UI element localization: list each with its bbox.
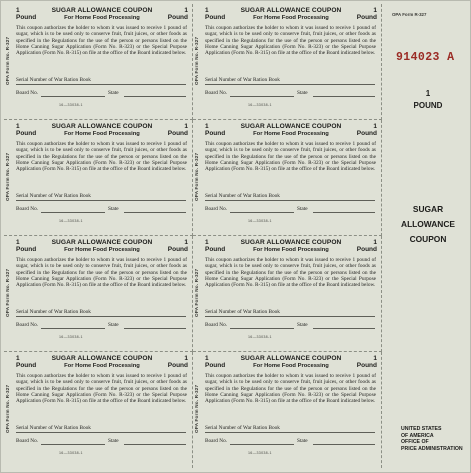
coupon-quantity-left: 1 (205, 239, 209, 246)
sugar-coupon (193, 236, 382, 352)
coupon-unit-left: Pound (16, 14, 37, 21)
stub-title-line-2: ALLOWANCE (401, 219, 455, 229)
board-label: Board No. (205, 438, 228, 444)
coupon-serial-field: Serial Number of War Ration Book (205, 425, 375, 433)
coupon-subtitle: For Home Food Processing (64, 246, 140, 253)
coupon-quantity-left: 1 (16, 123, 20, 130)
coupon-quantity-right: 1 (373, 123, 377, 130)
coupon-subtitle: For Home Food Processing (253, 130, 329, 137)
coupon-subtitle: For Home Food Processing (64, 362, 140, 369)
coupon-serial-field: Serial Number of War Ration Book (16, 193, 186, 201)
coupon-unit-right: Pound (356, 14, 377, 21)
board-line (41, 328, 105, 329)
coupon-board-field (205, 206, 375, 214)
coupon-quantity-left: 1 (205, 123, 209, 130)
coupon-serial-field: Serial Number of War Ration Book (16, 309, 186, 317)
sugar-coupon (4, 236, 193, 352)
stub-quantity: 1 (425, 89, 431, 98)
coupon-board-field (16, 322, 186, 330)
coupon-board-field (205, 322, 375, 330)
coupon-unit-right: Pound (167, 246, 188, 253)
coupon-serial-field: Serial Number of War Ration Book (16, 77, 186, 85)
coupon-title: SUGAR ALLOWANCE COUPON (51, 7, 153, 14)
coupon-form-number: OPA Form No. R-327 (194, 36, 199, 86)
coupon-subtitle: For Home Food Processing (253, 14, 329, 21)
coupon-print-code: 16—33038-1 (59, 219, 83, 223)
coupon-header (205, 355, 377, 371)
coupon-serial-field: Serial Number of War Ration Book (205, 77, 375, 85)
coupon-unit-right: Pound (167, 14, 188, 21)
coupon-subtitle: For Home Food Processing (253, 362, 329, 369)
coupon-unit-left: Pound (16, 130, 37, 137)
coupon-unit-right: Pound (356, 362, 377, 369)
coupon-unit-right: Pound (167, 362, 188, 369)
coupon-quantity-left: 1 (205, 355, 209, 362)
coupon-quantity-right: 1 (184, 355, 188, 362)
coupon-unit-left: Pound (205, 362, 226, 369)
sugar-coupon (193, 4, 382, 120)
board-line (230, 444, 294, 445)
coupon-form-number: OPA Form No. R-327 (5, 268, 10, 318)
board-label: Board No. (16, 322, 39, 328)
coupon-unit-left: Pound (16, 362, 37, 369)
sugar-coupon (4, 4, 193, 120)
state-line (124, 96, 186, 97)
stub-unit: POUND (413, 101, 443, 110)
board-line (230, 212, 294, 213)
coupon-body-text: This coupon authorizes the holder to whom it was issued to receive 1 pound of sugar, which is to be used only to conserve fruit, fruit juices, or other foods as specified in the Regulations for the use of the person or persons listed on the Home Canning Sugar Application (Form No. R-323) or the Special Purpose Application (Form No. R-315) on file at the office of the Board indicated below. (16, 141, 187, 173)
sugar-coupon (4, 352, 193, 468)
state-line (313, 328, 375, 329)
coupon-subtitle: For Home Food Processing (253, 246, 329, 253)
coupon-header (205, 7, 377, 23)
stub-issuer-line-4: PRICE ADMINISTRATION (401, 445, 463, 452)
state-line (124, 328, 186, 329)
coupon-quantity-right: 1 (184, 239, 188, 246)
coupon-subtitle: For Home Food Processing (64, 130, 140, 137)
coupon-serial-field: Serial Number of War Ration Book (205, 193, 375, 201)
coupon-unit-left: Pound (205, 14, 226, 21)
stub-title-line-1: SUGAR (412, 204, 444, 214)
coupon-form-number: OPA Form No. R-327 (5, 36, 10, 86)
coupon-grid (4, 4, 382, 468)
stub-serial-number: 914023 A (396, 51, 455, 64)
stub-issuer-line-1: UNITED STATES (401, 426, 442, 432)
coupon-board-field (16, 90, 186, 98)
coupon-header (16, 7, 188, 23)
coupon-print-code: 16—33038-1 (248, 219, 272, 223)
coupon-title: SUGAR ALLOWANCE COUPON (51, 355, 153, 362)
coupon-form-number: OPA Form No. R-327 (5, 384, 10, 434)
coupon-header (16, 239, 188, 255)
coupon-quantity-left: 1 (16, 355, 20, 362)
coupon-quantity-right: 1 (373, 355, 377, 362)
coupon-form-number: OPA Form No. R-327 (5, 152, 10, 202)
coupon-body-text: This coupon authorizes the holder to whom it was issued to receive 1 pound of sugar, which is to be used only to conserve fruit, fruit juices, or other foods as specified in the Regulations for the use of the person or persons listed on the Home Canning Sugar Application (Form No. R-323) or the Special Purpose Application (Form No. R-315) on file at the office of the Board indicated below. (205, 257, 376, 289)
board-line (230, 328, 294, 329)
coupon-unit-right: Pound (356, 130, 377, 137)
coupon-board-field (16, 438, 186, 446)
coupon-form-number: OPA Form No. R-327 (194, 152, 199, 202)
board-label: Board No. (205, 90, 228, 96)
state-label: State (108, 438, 119, 444)
coupon-board-field (205, 90, 375, 98)
coupon-quantity-left: 1 (16, 7, 20, 14)
coupon-body-text: This coupon authorizes the holder to whom it was issued to receive 1 pound of sugar, which is to be used only to conserve fruit, fruit juices, or other foods as specified in the Regulations for the use of the person or persons listed on the Home Canning Sugar Application (Form No. R-323) or the Special Purpose Application (Form No. R-315) on file at the office of the Board indicated below. (16, 257, 187, 289)
coupon-unit-right: Pound (167, 130, 188, 137)
coupon-print-code: 16—33038-1 (248, 103, 272, 107)
state-label: State (108, 90, 119, 96)
coupon-serial-field: Serial Number of War Ration Book (205, 309, 375, 317)
sheet-stub (386, 1, 470, 472)
coupon-header (205, 123, 377, 139)
state-label: State (297, 322, 308, 328)
coupon-header (205, 239, 377, 255)
coupon-print-code: 16—33038-1 (59, 335, 83, 339)
coupon-serial-field: Serial Number of War Ration Book (16, 425, 186, 433)
coupon-board-field (16, 206, 186, 214)
state-line (313, 444, 375, 445)
state-line (124, 444, 186, 445)
coupon-title: SUGAR ALLOWANCE COUPON (51, 123, 153, 130)
board-line (41, 444, 105, 445)
coupon-quantity-right: 1 (184, 123, 188, 130)
coupon-title: SUGAR ALLOWANCE COUPON (240, 7, 342, 14)
coupon-quantity-right: 1 (373, 239, 377, 246)
coupon-subtitle: For Home Food Processing (64, 14, 140, 21)
state-line (313, 96, 375, 97)
coupon-body-text: This coupon authorizes the holder to whom it was issued to receive 1 pound of sugar, which is to be used only to conserve fruit, fruit juices, or other foods as specified in the Regulations for the use of the person or persons listed on the Home Canning Sugar Application (Form No. R-323) or the Special Purpose Application (Form No. R-315) on file at the office of the Board indicated below. (205, 373, 376, 405)
coupon-quantity-left: 1 (205, 7, 209, 14)
board-line (41, 96, 105, 97)
coupon-header (16, 123, 188, 139)
board-label: Board No. (205, 206, 228, 212)
coupon-form-number: OPA Form No. R-327 (194, 384, 199, 434)
coupon-title: SUGAR ALLOWANCE COUPON (51, 239, 153, 246)
coupon-body-text: This coupon authorizes the holder to whom it was issued to receive 1 pound of sugar, which is to be used only to conserve fruit, fruit juices, or other foods as specified in the Regulations for the use of the person or persons listed on the Home Canning Sugar Application (Form No. R-323) or the Special Purpose Application (Form No. R-315) on file at the office of the Board indicated below. (205, 141, 376, 173)
coupon-print-code: 16—33038-1 (248, 335, 272, 339)
state-label: State (108, 322, 119, 328)
state-line (124, 212, 186, 213)
coupon-body-text: This coupon authorizes the holder to whom it was issued to receive 1 pound of sugar, which is to be used only to conserve fruit, fruit juices, or other foods as specified in the Regulations for the use of the person or persons listed on the Home Canning Sugar Application (Form No. R-323) or the Special Purpose Application (Form No. R-315) on file at the office of the Board indicated below. (16, 373, 187, 405)
state-label: State (297, 438, 308, 444)
coupon-print-code: 16—33038-1 (59, 451, 83, 455)
coupon-quantity-left: 1 (16, 239, 20, 246)
stub-title-line-3: COUPON (409, 234, 447, 244)
board-line (41, 212, 105, 213)
stub-form-number: OPA Form R-327 (392, 12, 427, 17)
coupon-title: SUGAR ALLOWANCE COUPON (240, 355, 342, 362)
coupon-print-code: 16—33038-1 (59, 103, 83, 107)
sugar-coupon (193, 120, 382, 236)
coupon-header (16, 355, 188, 371)
board-label: Board No. (16, 206, 39, 212)
coupon-title: SUGAR ALLOWANCE COUPON (240, 123, 342, 130)
state-label: State (108, 206, 119, 212)
coupon-unit-left: Pound (205, 130, 226, 137)
coupon-quantity-right: 1 (373, 7, 377, 14)
board-label: Board No. (205, 322, 228, 328)
coupon-title: SUGAR ALLOWANCE COUPON (240, 239, 342, 246)
coupon-unit-left: Pound (205, 246, 226, 253)
state-label: State (297, 206, 308, 212)
board-label: Board No. (16, 90, 39, 96)
board-label: Board No. (16, 438, 39, 444)
state-line (313, 212, 375, 213)
coupon-unit-left: Pound (16, 246, 37, 253)
state-label: State (297, 90, 308, 96)
coupon-quantity-right: 1 (184, 7, 188, 14)
stub-issuer-line-3: OFFICE OF (401, 439, 429, 445)
coupon-board-field (205, 438, 375, 446)
coupon-print-code: 16—33038-1 (248, 451, 272, 455)
coupon-body-text: This coupon authorizes the holder to whom it was issued to receive 1 pound of sugar, which is to be used only to conserve fruit, fruit juices, or other foods as specified in the Regulations for the use of the person or persons listed on the Home Canning Sugar Application (Form No. R-323) or the Special Purpose Application (Form No. R-315) on file at the office of the Board indicated below. (16, 25, 187, 57)
stub-issuer-line-2: OF AMERICA (401, 432, 434, 439)
coupon-unit-right: Pound (356, 246, 377, 253)
sugar-coupon (193, 352, 382, 468)
coupon-body-text: This coupon authorizes the holder to whom it was issued to receive 1 pound of sugar, which is to be used only to conserve fruit, fruit juices, or other foods as specified in the Regulations for the use of the person or persons listed on the Home Canning Sugar Application (Form No. R-323) or the Special Purpose Application (Form No. R-315) on file at the office of the Board indicated below. (205, 25, 376, 57)
sugar-coupon (4, 120, 193, 236)
board-line (230, 96, 294, 97)
coupon-form-number: OPA Form No. R-327 (194, 268, 199, 318)
